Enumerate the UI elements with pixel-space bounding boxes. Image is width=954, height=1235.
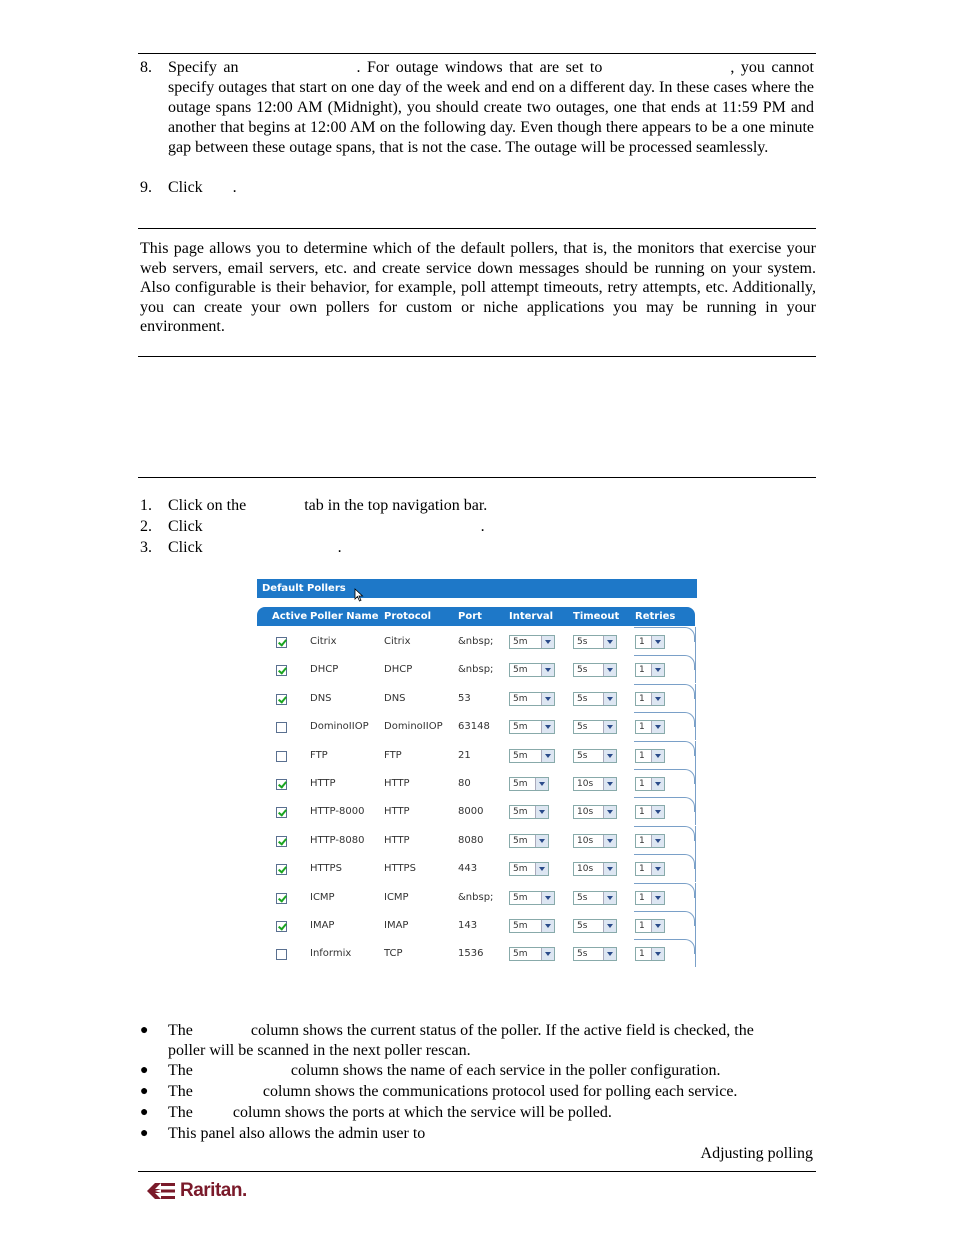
chevron-down-icon[interactable] <box>603 835 616 847</box>
step-text: . For outage windows that are set to <box>356 59 603 76</box>
step-8 <box>140 58 814 158</box>
col-header-port: Port <box>458 611 482 622</box>
interval-select-value: 5m <box>513 665 528 676</box>
port-cell: 63148 <box>458 721 490 733</box>
step-number: 2. <box>140 518 152 535</box>
retries-select-value: 1 <box>639 949 645 960</box>
raritan-logo-mark-icon <box>145 1178 179 1204</box>
interval-select-value: 5m <box>513 722 528 733</box>
port-cell: &nbsp; <box>458 664 494 676</box>
timeout-select-value: 10s <box>577 835 594 846</box>
interval-select-value: 5m <box>513 921 528 931</box>
retries-select-value: 1 <box>639 779 645 789</box>
bullet-text: column shows the name of each service in the poller configuration. <box>290 1062 721 1079</box>
bullet-text: The <box>168 1083 193 1100</box>
interval-select[interactable] <box>509 749 555 763</box>
timeout-select[interactable] <box>573 891 617 905</box>
chevron-down-icon[interactable] <box>603 892 616 904</box>
panel-title-bar <box>257 579 697 598</box>
table-row <box>257 939 696 967</box>
chevron-down-icon[interactable] <box>535 835 548 847</box>
bullet-poller-name <box>140 1061 814 1081</box>
bullet-port <box>140 1103 814 1123</box>
active-checkbox[interactable] <box>276 836 287 847</box>
table-row <box>257 741 696 769</box>
step-text: . <box>480 518 485 535</box>
protocol-cell: HTTP <box>384 806 410 818</box>
chevron-down-icon[interactable] <box>541 948 554 960</box>
port-cell: 143 <box>458 920 478 931</box>
timeout-select-value: 5s <box>577 949 588 960</box>
retries-select-value: 1 <box>639 864 645 875</box>
chevron-down-icon[interactable] <box>603 948 616 960</box>
bullet-text: column shows the communications protocol used for polling each service. <box>262 1083 738 1100</box>
poller-name-cell: HTTP <box>310 778 336 789</box>
retries-select-value: 1 <box>639 750 645 761</box>
poller-name-cell: IMAP <box>310 920 335 931</box>
bullet-icon: ● <box>140 1023 149 1038</box>
col-header-retries: Retries <box>635 611 676 622</box>
top-rule <box>138 53 816 54</box>
port-cell: 8080 <box>458 834 484 846</box>
protocol-cell: DominoIIOP <box>384 721 443 733</box>
active-checkbox[interactable] <box>276 665 287 676</box>
active-checkbox[interactable] <box>276 779 287 790</box>
chevron-down-icon[interactable] <box>651 892 664 904</box>
chevron-down-icon[interactable] <box>651 636 664 648</box>
chevron-down-icon[interactable] <box>535 863 548 875</box>
chevron-down-icon[interactable] <box>603 664 616 676</box>
chevron-down-icon[interactable] <box>603 920 616 932</box>
bullet-icon: ● <box>140 1126 149 1141</box>
active-checkbox[interactable] <box>276 694 287 705</box>
protocol-cell: ICMP <box>384 891 409 903</box>
active-checkbox[interactable] <box>276 921 287 932</box>
chevron-down-icon[interactable] <box>541 664 554 676</box>
chevron-down-icon[interactable] <box>651 778 664 790</box>
table-row <box>257 826 696 854</box>
poller-name-cell: ICMP <box>310 891 335 903</box>
protocol-cell: Citrix <box>384 636 411 647</box>
retries-select[interactable] <box>635 663 665 677</box>
mouse-cursor-icon <box>354 588 364 602</box>
interval-select[interactable] <box>509 805 549 819</box>
raritan-logo-text: Raritan. <box>180 1180 247 1201</box>
retries-select[interactable] <box>635 862 665 876</box>
interval-select[interactable] <box>509 834 549 848</box>
retries-select-value: 1 <box>639 835 645 846</box>
poller-name-cell: HTTP-8000 <box>310 806 365 818</box>
timeout-select-value: 5s <box>577 693 588 704</box>
chevron-down-icon[interactable] <box>603 750 616 762</box>
chevron-down-icon[interactable] <box>651 835 664 847</box>
bullet-text: poller will be scanned in the next poller rescan. <box>168 1042 471 1059</box>
active-checkbox[interactable] <box>276 722 287 733</box>
step-9 <box>140 178 814 198</box>
chevron-down-icon[interactable] <box>541 750 554 762</box>
retries-select-value: 1 <box>639 693 645 704</box>
timeout-select-value: 5s <box>577 892 588 903</box>
chevron-down-icon[interactable] <box>603 778 616 790</box>
table-row <box>257 655 696 683</box>
timeout-select[interactable] <box>573 862 617 876</box>
step-text: specify outages that start on one day of the week and end on a different day. In these cases where the outage spans 12:00 AM (Midnight), you should create two outages, one that ends at 11:59 PM and another that begins at 12:00 AM on the following day. Even though there appears to be a one minute gap between these outage spans, that is not the case. The outage will be processed seamlessly. <box>168 79 814 156</box>
step-text: . <box>337 539 342 556</box>
bullet-protocol <box>140 1082 814 1102</box>
step-text: Specify an <box>168 59 239 76</box>
section-rule <box>138 477 816 478</box>
timeout-select[interactable] <box>573 919 617 933</box>
table-row <box>257 911 696 939</box>
timeout-select[interactable] <box>573 947 617 961</box>
retries-select[interactable] <box>635 777 665 791</box>
protocol-cell: TCP <box>384 948 403 960</box>
retries-select-value: 1 <box>639 892 645 903</box>
protocol-cell: HTTP <box>384 834 410 846</box>
port-cell: 1536 <box>458 948 484 960</box>
retries-select[interactable] <box>635 891 665 905</box>
interval-select[interactable] <box>509 692 555 706</box>
table-row <box>257 769 696 797</box>
interval-select[interactable] <box>509 777 549 791</box>
poller-name-cell: Citrix <box>310 636 337 647</box>
chevron-down-icon[interactable] <box>535 806 548 818</box>
step-text: Click <box>168 539 203 556</box>
col-header-poller-name: Poller Name <box>310 611 379 622</box>
intro-paragraph: This page allows you to determine which of the default pollers, that is, the monitors that exercise your web servers, email servers, etc. and create service down messages should be running on your system. Also configurable is their behavior, for example, poll attempt timeouts, retry attempts, etc. Additionally, you can create your own pollers for custom or niche applications you may be running in your environment. <box>140 240 816 336</box>
interval-select[interactable] <box>509 663 555 677</box>
bullet-text: column shows the ports at which the service will be polled. <box>232 1104 612 1121</box>
active-checkbox[interactable] <box>276 864 287 875</box>
table-row <box>257 883 696 911</box>
interval-select-value: 5m <box>513 693 528 704</box>
step-text: . <box>232 179 237 196</box>
poller-name-cell: DNS <box>310 692 332 704</box>
interval-select-value: 5m <box>513 864 528 875</box>
timeout-select-value: 5s <box>577 921 588 931</box>
active-checkbox[interactable] <box>276 751 287 762</box>
table-header <box>257 607 695 626</box>
chevron-down-icon[interactable] <box>541 693 554 705</box>
timeout-select-value: 5s <box>577 722 588 733</box>
retries-select-value: 1 <box>639 637 645 647</box>
bullet-text: The <box>168 1062 193 1079</box>
chevron-down-icon[interactable] <box>541 721 554 733</box>
port-cell: 21 <box>458 749 471 761</box>
chevron-down-icon[interactable] <box>541 920 554 932</box>
interval-select-value: 5m <box>513 835 528 846</box>
chevron-down-icon[interactable] <box>603 863 616 875</box>
timeout-select[interactable] <box>573 805 617 819</box>
step-number: 1. <box>140 497 152 514</box>
protocol-cell: HTTP <box>384 778 410 789</box>
interval-select-value: 5m <box>513 949 528 960</box>
bullet-icon: ● <box>140 1084 149 1099</box>
bullet-text: This panel also allows the admin user to <box>168 1125 426 1142</box>
poller-name-cell: HTTP-8080 <box>310 834 365 846</box>
chevron-down-icon[interactable] <box>651 693 664 705</box>
chevron-down-icon[interactable] <box>651 920 664 932</box>
step-number: 8. <box>140 59 152 76</box>
port-cell: &nbsp; <box>458 636 494 647</box>
step-number: 9. <box>140 179 152 196</box>
table-row <box>257 712 696 740</box>
section-rule <box>138 228 816 229</box>
panel-title: Default Pollers <box>262 583 346 594</box>
timeout-select-value: 5s <box>577 665 588 676</box>
protocol-cell: DNS <box>384 692 406 704</box>
active-checkbox[interactable] <box>276 637 287 648</box>
step-text: tab in the top navigation bar. <box>304 497 488 514</box>
active-checkbox[interactable] <box>276 949 287 960</box>
interval-select-value: 5m <box>513 892 528 903</box>
retries-select[interactable] <box>635 834 665 848</box>
chevron-down-icon[interactable] <box>541 636 554 648</box>
bullet-text: The <box>168 1022 193 1039</box>
bullet-text: The <box>168 1104 193 1121</box>
timeout-select-value: 10s <box>577 779 594 789</box>
raritan-logo <box>145 1178 247 1204</box>
protocol-cell: FTP <box>384 749 402 761</box>
timeout-select[interactable] <box>573 749 617 763</box>
poller-name-cell: FTP <box>310 749 328 761</box>
active-checkbox[interactable] <box>276 807 287 818</box>
protocol-cell: DHCP <box>384 664 413 676</box>
interval-select[interactable] <box>509 919 555 933</box>
protocol-cell: HTTPS <box>384 863 416 875</box>
interval-select-value: 5m <box>513 750 528 761</box>
bullet-icon: ● <box>140 1063 149 1078</box>
retries-select[interactable] <box>635 720 665 734</box>
retries-select[interactable] <box>635 919 665 933</box>
retries-select-value: 1 <box>639 807 645 818</box>
interval-select[interactable] <box>509 862 549 876</box>
chevron-down-icon[interactable] <box>603 806 616 818</box>
footer-rule <box>138 1171 816 1172</box>
table-row <box>257 627 696 655</box>
step-text: , you cannot <box>730 59 814 76</box>
chevron-down-icon[interactable] <box>651 721 664 733</box>
col-header-protocol: Protocol <box>384 611 432 622</box>
timeout-select[interactable] <box>573 663 617 677</box>
interval-select[interactable] <box>509 635 555 649</box>
poller-name-cell: DominoIIOP <box>310 721 369 733</box>
step-text: Click <box>168 518 203 535</box>
bullet-admin <box>140 1124 814 1144</box>
retries-select[interactable] <box>635 749 665 763</box>
port-cell: &nbsp; <box>458 891 494 903</box>
interval-select[interactable] <box>509 891 555 905</box>
port-cell: 8000 <box>458 806 484 818</box>
timeout-select[interactable] <box>573 635 617 649</box>
chevron-down-icon[interactable] <box>651 948 664 960</box>
step-text: Click <box>168 179 203 196</box>
timeout-select-value: 10s <box>577 864 594 875</box>
retries-select-value: 1 <box>639 665 645 676</box>
timeout-select[interactable] <box>573 834 617 848</box>
timeout-select-value: 10s <box>577 807 594 818</box>
bullet-icon: ● <box>140 1105 149 1120</box>
chevron-down-icon[interactable] <box>651 750 664 762</box>
port-cell: 443 <box>458 863 478 875</box>
table-row <box>257 797 696 825</box>
chevron-down-icon[interactable] <box>603 721 616 733</box>
timeout-select-value: 5s <box>577 637 588 647</box>
poller-name-cell: HTTPS <box>310 863 342 875</box>
interval-select-value: 5m <box>513 807 528 818</box>
chevron-down-icon[interactable] <box>651 863 664 875</box>
chevron-down-icon[interactable] <box>651 664 664 676</box>
col-header-timeout: Timeout <box>573 611 620 622</box>
retries-select-value: 1 <box>639 722 645 733</box>
col-header-active: Active <box>272 611 308 622</box>
active-checkbox[interactable] <box>276 893 287 904</box>
retries-select[interactable] <box>635 692 665 706</box>
timeout-select-value: 5s <box>577 750 588 761</box>
chevron-down-icon[interactable] <box>535 778 548 790</box>
poller-name-cell: DHCP <box>310 664 339 676</box>
table-row <box>257 684 696 712</box>
step-text: Click on the <box>168 497 247 514</box>
bullet-active <box>140 1021 814 1061</box>
retries-select[interactable] <box>635 805 665 819</box>
interval-select-value: 5m <box>513 779 528 789</box>
retries-select-value: 1 <box>639 921 645 931</box>
col-header-interval: Interval <box>509 611 554 622</box>
retries-select[interactable] <box>635 947 665 961</box>
table-row <box>257 854 696 882</box>
nav-step-3 <box>140 538 814 558</box>
port-cell: 53 <box>458 692 471 704</box>
port-cell: 80 <box>458 778 471 789</box>
chevron-down-icon[interactable] <box>603 693 616 705</box>
timeout-select[interactable] <box>573 720 617 734</box>
nav-step-2 <box>140 517 814 537</box>
retries-select[interactable] <box>635 635 665 649</box>
nav-step-1 <box>140 496 814 516</box>
protocol-cell: IMAP <box>384 920 409 931</box>
step-number: 3. <box>140 539 152 556</box>
bullet-text: column shows the current status of the poller. If the active field is checked, the <box>250 1022 754 1039</box>
default-pollers-panel <box>257 579 697 969</box>
timeout-select[interactable] <box>573 777 617 791</box>
interval-select[interactable] <box>509 720 555 734</box>
trailing-text: Adjusting polling <box>700 1145 813 1162</box>
interval-select[interactable] <box>509 947 555 961</box>
interval-select-value: 5m <box>513 637 528 647</box>
chevron-down-icon[interactable] <box>651 806 664 818</box>
chevron-down-icon[interactable] <box>541 892 554 904</box>
chevron-down-icon[interactable] <box>603 636 616 648</box>
timeout-select[interactable] <box>573 692 617 706</box>
poller-name-cell: Informix <box>310 948 352 960</box>
section-rule <box>138 356 816 357</box>
